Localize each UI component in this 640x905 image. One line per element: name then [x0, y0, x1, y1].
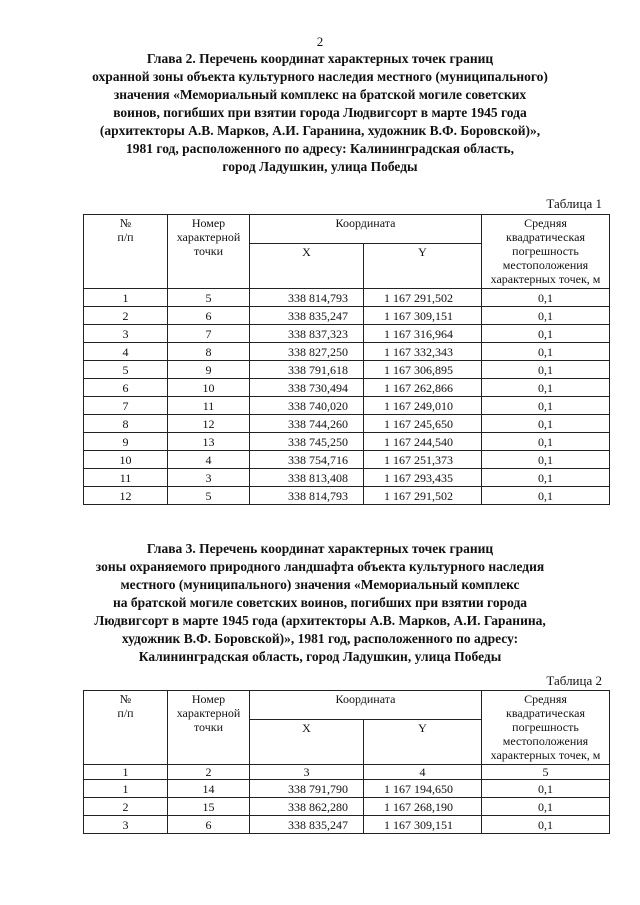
point-number: 6	[168, 307, 250, 325]
mean-square-error: 0,1	[482, 816, 610, 834]
coordinate-y: 1 167 316,964	[364, 325, 482, 343]
header-coordinate: Координата	[250, 691, 482, 720]
header-error: Средняя квадратическая погрешность местоположения характерных точек, м	[482, 215, 610, 289]
table-row	[84, 487, 610, 505]
page-number: 2	[316, 34, 324, 49]
coordinate-y: 1 167 244,540	[364, 433, 482, 451]
mean-square-error: 0,1	[482, 343, 610, 361]
column-number: 3	[250, 765, 364, 780]
heading-line: Калининградская область, город Ладушкин, улица Победы	[138, 649, 502, 664]
coordinate-x: 338 835,247	[250, 307, 364, 325]
mean-square-error: 0,1	[482, 307, 610, 325]
coordinate-x: 338 744,260	[250, 415, 364, 433]
header-x: X	[250, 720, 364, 765]
row-number: 12	[84, 487, 168, 505]
table-row	[84, 433, 610, 451]
point-number: 4	[168, 451, 250, 469]
column-numbers-row	[84, 765, 610, 780]
coordinate-y: 1 167 251,373	[364, 451, 482, 469]
table-2	[83, 690, 610, 834]
table-row	[84, 397, 610, 415]
coordinate-x: 338 814,793	[250, 487, 364, 505]
column-number: 4	[364, 765, 482, 780]
coordinate-x: 338 730,494	[250, 379, 364, 397]
row-number: 4	[84, 343, 168, 361]
heading-line: город Ладушкин, улица Победы	[222, 159, 418, 174]
mean-square-error: 0,1	[482, 798, 610, 816]
row-number: 3	[84, 325, 168, 343]
coordinate-x: 338 754,716	[250, 451, 364, 469]
coordinate-x: 338 827,250	[250, 343, 364, 361]
row-number: 9	[84, 433, 168, 451]
heading-line: воинов, погибших при взятии города Людвигсорт в марте 1945 года	[113, 105, 527, 120]
mean-square-error: 0,1	[482, 379, 610, 397]
mean-square-error: 0,1	[482, 433, 610, 451]
table-1-caption: Таблица 1	[546, 196, 602, 211]
point-number: 5	[168, 487, 250, 505]
table-1	[83, 214, 610, 505]
row-number: 5	[84, 361, 168, 379]
point-number: 3	[168, 469, 250, 487]
header-point: Номер характерной точки	[168, 215, 250, 289]
coordinate-y: 1 167 194,650	[364, 780, 482, 798]
header-x: X	[250, 244, 364, 289]
heading-line: Глава 2. Перечень координат характерных точек границ	[146, 51, 494, 66]
header-y: Y	[364, 720, 482, 765]
point-number: 10	[168, 379, 250, 397]
row-number: 8	[84, 415, 168, 433]
coordinate-y: 1 167 306,895	[364, 361, 482, 379]
coordinate-y: 1 167 332,343	[364, 343, 482, 361]
row-number: 3	[84, 816, 168, 834]
coordinate-x: 338 814,793	[250, 289, 364, 307]
heading-line: охранной зоны объекта культурного наследия местного (муниципального)	[92, 69, 548, 84]
header-y: Y	[364, 244, 482, 289]
heading-line: на братской могиле советских воинов, погибших при взятии города	[112, 595, 528, 610]
mean-square-error: 0,1	[482, 469, 610, 487]
coordinate-x: 338 837,323	[250, 325, 364, 343]
coordinate-x: 338 813,408	[250, 469, 364, 487]
heading-line: значения «Мемориальный комплекс на братской могиле советских	[113, 87, 527, 102]
table-row	[84, 415, 610, 433]
column-number: 1	[84, 765, 168, 780]
mean-square-error: 0,1	[482, 361, 610, 379]
header-coordinate: Координата	[250, 215, 482, 244]
row-number: 1	[84, 289, 168, 307]
row-number: 2	[84, 307, 168, 325]
mean-square-error: 0,1	[482, 325, 610, 343]
header-error: Средняя квадратическая погрешность местоположения характерных точек, м	[482, 691, 610, 765]
heading-line: Глава 3. Перечень координат характерных точек границ	[146, 541, 494, 556]
coordinate-x: 338 835,247	[250, 816, 364, 834]
row-number: 10	[84, 451, 168, 469]
row-number: 2	[84, 798, 168, 816]
table-row	[84, 289, 610, 307]
table-row	[84, 469, 610, 487]
table-2-caption: Таблица 2	[546, 673, 602, 688]
coordinate-y: 1 167 293,435	[364, 469, 482, 487]
mean-square-error: 0,1	[482, 487, 610, 505]
heading-line: зоны охраняемого природного ландшафта объекта культурного наследия	[95, 559, 545, 574]
header-num: № п/п	[84, 691, 168, 765]
header-point: Номер характерной точки	[168, 691, 250, 765]
table-row	[84, 379, 610, 397]
point-number: 9	[168, 361, 250, 379]
coordinate-y: 1 167 245,650	[364, 415, 482, 433]
mean-square-error: 0,1	[482, 780, 610, 798]
coordinate-y: 1 167 291,502	[364, 289, 482, 307]
coordinate-y: 1 167 262,866	[364, 379, 482, 397]
heading-line: местного (муниципального) значения «Мемориальный комплекс	[120, 577, 520, 592]
heading-line: Людвигсорт в марте 1945 года (архитекторы А.В. Марков, А.И. Гаранина,	[94, 613, 546, 628]
point-number: 11	[168, 397, 250, 415]
row-number: 7	[84, 397, 168, 415]
point-number: 12	[168, 415, 250, 433]
table-row	[84, 361, 610, 379]
table-row	[84, 816, 610, 834]
table-row	[84, 798, 610, 816]
coordinate-y: 1 167 249,010	[364, 397, 482, 415]
heading-line: художник В.Ф. Боровской)», 1981 год, расположенного по адресу:	[121, 631, 519, 646]
coordinate-y: 1 167 309,151	[364, 816, 482, 834]
point-number: 7	[168, 325, 250, 343]
row-number: 11	[84, 469, 168, 487]
coordinate-y: 1 167 291,502	[364, 487, 482, 505]
coordinate-x: 338 791,790	[250, 780, 364, 798]
column-number: 5	[482, 765, 610, 780]
column-number: 2	[168, 765, 250, 780]
mean-square-error: 0,1	[482, 415, 610, 433]
table-row	[84, 307, 610, 325]
table-row	[84, 780, 610, 798]
coordinate-y: 1 167 268,190	[364, 798, 482, 816]
heading-line: 1981 год, расположенного по адресу: Калининградская область,	[126, 141, 514, 156]
heading-line: (архитекторы А.В. Марков, А.И. Гаранина, художник В.Ф. Боровской)»,	[99, 123, 541, 138]
point-number: 14	[168, 780, 250, 798]
chapter-2-heading	[60, 50, 580, 176]
point-number: 15	[168, 798, 250, 816]
row-number: 1	[84, 780, 168, 798]
row-number: 6	[84, 379, 168, 397]
point-number: 8	[168, 343, 250, 361]
table-row	[84, 451, 610, 469]
point-number: 5	[168, 289, 250, 307]
coordinate-x: 338 791,618	[250, 361, 364, 379]
coordinate-x: 338 740,020	[250, 397, 364, 415]
table-row	[84, 343, 610, 361]
header-num: № п/п	[84, 215, 168, 289]
chapter-3-heading	[60, 540, 580, 666]
coordinate-x: 338 862,280	[250, 798, 364, 816]
coordinate-x: 338 745,250	[250, 433, 364, 451]
mean-square-error: 0,1	[482, 289, 610, 307]
point-number: 6	[168, 816, 250, 834]
coordinate-y: 1 167 309,151	[364, 307, 482, 325]
table-row	[84, 325, 610, 343]
mean-square-error: 0,1	[482, 451, 610, 469]
point-number: 13	[168, 433, 250, 451]
mean-square-error: 0,1	[482, 397, 610, 415]
